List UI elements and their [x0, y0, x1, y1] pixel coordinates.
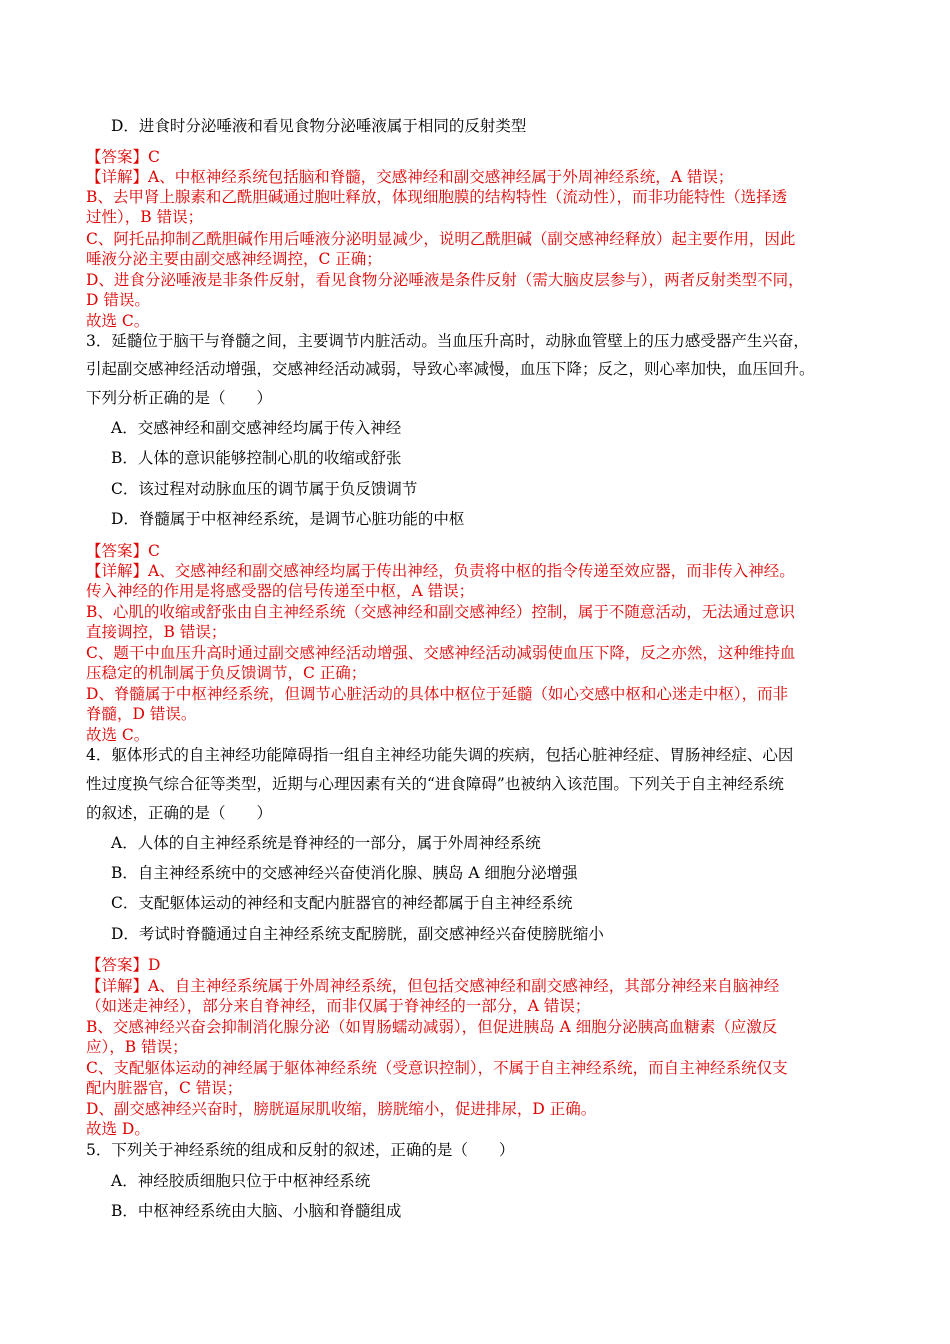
q2-conclusion: 故选 C。: [86, 312, 150, 330]
q2-explain-line: C、阿托品抑制乙酰胆碱作用后唾液分泌明显减少，说明乙酰胆碱（副交感神经释放）起主要作用，因此: [86, 230, 796, 248]
q2-option-d: D．进食时分泌唾液和看见食物分泌唾液属于相同的反射类型: [111, 117, 527, 135]
q2-explain-line: D、进食分泌唾液是非条件反射，看见食物分泌唾液是条件反射（需大脑皮层参与），两者反射类型不同，: [86, 271, 804, 289]
q3-stem-line: 引起副交感神经活动增强，交感神经活动减弱，导致心率减慢，血压下降；反之，则心率加快，血压回升。: [86, 360, 815, 378]
q3-explain-line: 压稳定的机制属于负反馈调节，C 正确；: [86, 664, 367, 682]
q3-option-d: D．脊髓属于中枢神经系统，是调节心脏功能的中枢: [111, 510, 465, 528]
q3-option-c: C．该过程对动脉血压的调节属于负反馈调节: [111, 480, 418, 498]
q2-explain-line: D 错误。: [86, 291, 150, 309]
q4-stem-line: 4．躯体形式的自主神经功能障碍指一组自主神经功能失调的疾病，包括心脏神经症、胃肠神经症、心因: [86, 746, 794, 764]
q3-explain-line: B、心肌的收缩或舒张由自主神经系统（交感神经和副交感神经）控制，属于不随意活动，无法通过意识: [86, 603, 795, 621]
q4-conclusion: 故选 D。: [86, 1120, 150, 1138]
q3-explain-line: C、题干中血压升高时通过副交感神经活动增强、交感神经活动减弱使血压下降，反之亦然，这种维持血: [86, 644, 796, 662]
q2-explain-line: 【详解】A、中枢神经系统包括脑和脊髓，交感神经和副交感神经属于外周神经系统，A 错误；: [86, 168, 734, 186]
q4-stem-line: 性过度换气综合征等类型，近期与心理因素有关的“进食障碍”也被纳入该范围。下列关于自主神经系统: [86, 775, 784, 793]
q2-explain-line: B、去甲肾上腺素和乙酰胆碱通过胞吐释放，体现细胞膜的结构特性（流动性），而非功能特性（选择透: [86, 188, 788, 206]
q4-answer: 【答案】D: [86, 956, 161, 974]
q3-stem-line: 3．延髓位于脑干与脊髓之间，主要调节内脏活动。当血压升高时，动脉血管壁上的压力感受器产生兴奋，: [86, 332, 809, 350]
q4-explain-line: （如迷走神经），部分来自脊神经，而非仅属于脊神经的一部分，A 错误；: [86, 997, 591, 1015]
q4-explain-line: 应），B 错误；: [86, 1038, 188, 1056]
q3-option-a: A．交感神经和副交感神经均属于传入神经: [111, 419, 402, 437]
q3-answer: 【答案】C: [86, 542, 160, 560]
q2-explain-line: 过性），B 错误；: [86, 208, 204, 226]
q4-explain-line: C、支配躯体运动的神经属于躯体神经系统（受意识控制），不属于自主神经系统，而自主神经系统仅支: [86, 1059, 788, 1077]
q3-conclusion: 故选 C。: [86, 726, 150, 744]
q3-explain-line: 【详解】A、交感神经和副交感神经均属于传出神经，负责将中枢的指令传递至效应器，而非传入神经。: [86, 562, 795, 580]
q4-option-c: C．支配躯体运动的神经和支配内脏器官的神经都属于自主神经系统: [111, 894, 573, 912]
q3-stem-line: 下列分析正确的是（ ）: [86, 389, 273, 407]
q4-stem-line: 的叙述，正确的是（ ）: [86, 804, 273, 822]
q3-explain-line: 直接调控，B 错误；: [86, 623, 227, 641]
q5-stem: 5．下列关于神经系统的组成和反射的叙述，正确的是（ ）: [86, 1141, 515, 1159]
q4-explain-line: B、交感神经兴奋会抑制消化腺分泌（如胃肠蠕动减弱），但促进胰岛 A 细胞分泌胰高血糖素（应激反: [86, 1018, 778, 1036]
q4-option-a: A．人体的自主神经系统是脊神经的一部分，属于外周神经系统: [111, 834, 541, 852]
q4-explain-line: 配内脏器官，C 错误；: [86, 1079, 243, 1097]
q5-option-a: A．神经胶质细胞只位于中枢神经系统: [111, 1172, 371, 1190]
q3-explain-line: 传入神经的作用是将感受器的信号传递至中枢，A 错误；: [86, 582, 475, 600]
q3-explain-line: 脊髓，D 错误。: [86, 705, 197, 723]
q3-explain-line: D、脊髓属于中枢神经系统，但调节心脏活动的具体中枢位于延髓（如心交感中枢和心迷走中枢），而非: [86, 685, 789, 703]
q4-explain-line: 【详解】A、自主神经系统属于外周神经系统，但包括交感神经和副交感神经，其部分神经来自脑神经: [86, 977, 780, 995]
q2-answer: 【答案】C: [86, 148, 160, 166]
q4-explain-line: D、副交感神经兴奋时，膀胱逼尿肌收缩，膀胱缩小，促进排尿，D 正确。: [86, 1100, 597, 1118]
q5-option-b: B．中枢神经系统由大脑、小脑和脊髓组成: [111, 1202, 402, 1220]
q2-explain-line: 唾液分泌主要由副交感神经调控，C 正确；: [86, 250, 382, 268]
q4-option-d: D．考试时脊髓通过自主神经系统支配膀胱，副交感神经兴奋使膀胱缩小: [111, 925, 604, 943]
q3-option-b: B．人体的意识能够控制心肌的收缩或舒张: [111, 449, 402, 467]
q4-option-b: B．自主神经系统中的交感神经兴奋使消化腺、胰岛 A 细胞分泌增强: [111, 864, 578, 882]
